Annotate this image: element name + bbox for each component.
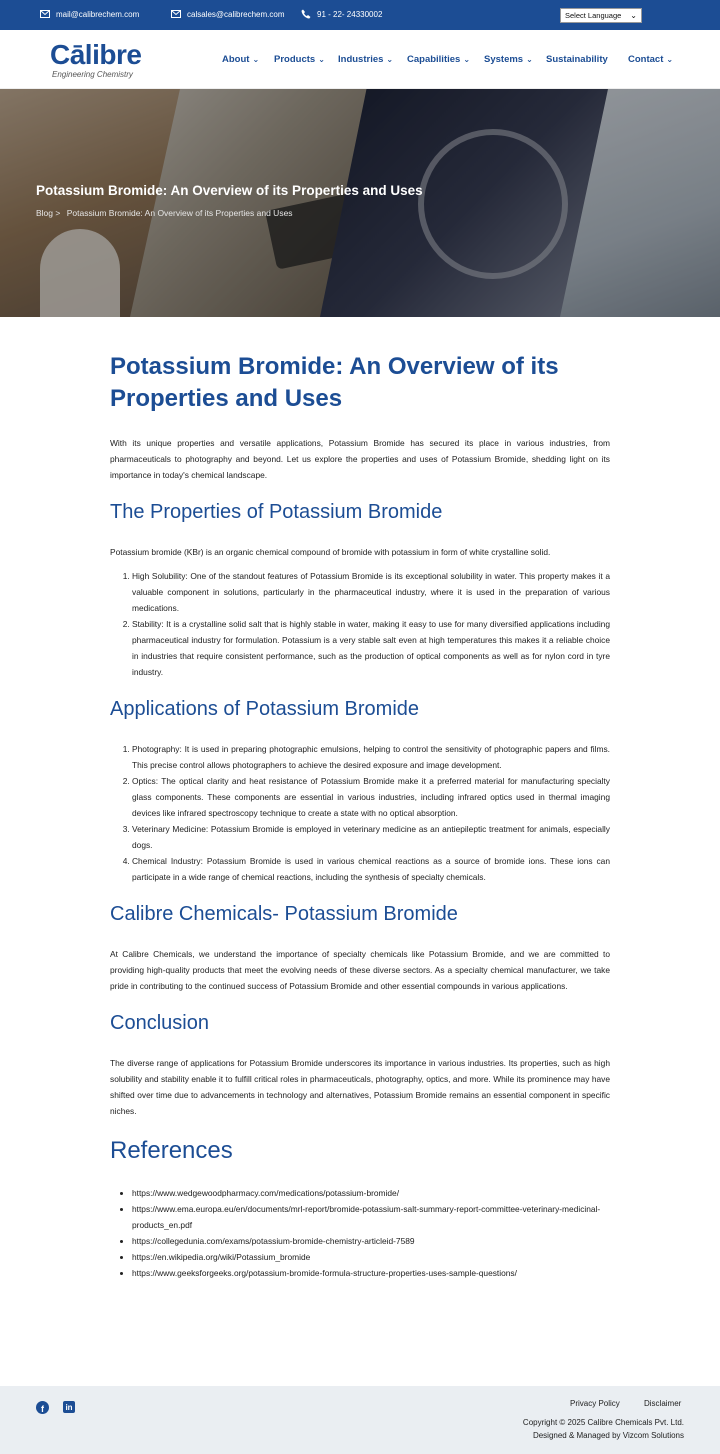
copyright-text: Copyright © 2025 Calibre Chemicals Pvt. Ltd. [522,1418,684,1427]
reference-link[interactable]: • https://collegedunia.com/exams/potassium-bromide-chemistry-articleid-7589 [132,1233,610,1249]
linkedin-icon[interactable]: in [63,1401,75,1413]
article-content [110,317,610,1281]
phone-link[interactable] [301,9,382,19]
nav-products-label: Products [274,54,316,65]
nav-capabilities[interactable] [407,54,470,65]
mail-icon [171,9,181,19]
mail-icon [40,9,50,19]
article-intro: With its unique properties and versatile applications, Potassium Bromide has secured its place in various industries, from pharmaceuticals to photography and beyond. Let us explore the properties and uses of Potassium Bromide, shedding light on its importance in today's chemical landscape. [110,438,610,480]
credit-text: Designed & Managed by Vizcom Solutions [532,1431,684,1440]
applications-heading: Applications of Potassium Bromide [110,698,420,720]
references-list [132,1185,610,1281]
nav-about-label: About [222,54,250,65]
list-item: 3. Veterinary Medicine: Potassium Bromide is employed in veterinary medicine as an antiepileptic treatment for animals, especially dogs. [132,821,610,853]
chevron-down-icon: ⌄ [252,55,260,64]
logo-tagline: Engineering Chemistry [52,70,133,79]
nav-industries-label: Industries [338,54,384,65]
list-item: 4. Chemical Industry: Potassium Bromide is used in various chemical reactions as a source of bromide ions. These ions can participate in a wide range of chemical reactions, including the synthesis of specialty chemicals. [132,853,610,885]
calibre-heading: Calibre Chemicals- Potassium Bromide [110,903,458,925]
chevron-down-icon: ⌄ [526,55,533,64]
nav-contact[interactable] [628,54,673,65]
email-link-2[interactable] [171,9,285,19]
properties-heading: The Properties of Potassium Bromide [110,501,443,523]
chevron-down-icon: ⌄ [386,55,394,64]
language-select[interactable] [560,8,642,23]
breadcrumb-blog-link[interactable]: Blog [36,208,54,218]
properties-list [132,568,610,680]
reference-link[interactable]: • https://en.wikipedia.org/wiki/Potassium_bromide [132,1249,610,1265]
applications-list [132,741,610,885]
reference-link[interactable]: • https://www.wedgewoodpharmacy.com/medications/potassium-bromide/ [132,1185,610,1201]
calibre-text: At Calibre Chemicals, we understand the importance of specialty chemicals like Potassium Bromide, and we are committed to providing high-quality products that meet the evolving needs of these diverse sectors. As a specialty chemical manufacturer, we take pride in contributing to the continued success of Potassium Bromide and other essential compounds in various applications. [110,949,610,991]
email-1-text: mail@calibrechem.com [56,9,140,19]
hero-title: Potassium Bromide: An Overview of its Properties and Uses [36,183,423,198]
reference-link[interactable]: • https://www.ema.europa.eu/en/documents/mrl-report/bromide-potassium-salt-summary-report-committee-veterinary-medicinal-products_en.pdf [132,1201,610,1233]
language-select-label: Select Language [565,11,622,20]
conclusion-text: The diverse range of applications for Potassium Bromide underscores its importance in various industries. Its properties, such as high solubility and stability enable it to fulfill critical roles in pharmaceuticals, photography, optics, and more. While its prominence may have shifted over time due to advancements in technology and alternatives, Potassium Bromide remains an essential component in specific niches. [110,1058,610,1116]
email-link-1[interactable] [40,9,139,19]
hero-overlay [0,89,720,317]
chevron-down-icon: ⌄ [318,55,325,64]
chevron-down-icon: ⌄ [666,55,674,64]
breadcrumb-current: Potassium Bromide: An Overview of its Properties and Uses [66,208,293,218]
article-title: Potassium Bromide: An Overview of its Properties and Uses [110,353,559,412]
hero-banner [0,89,720,317]
top-bar [0,0,720,30]
site-header [0,30,720,89]
properties-intro: Potassium bromide (KBr) is an organic chemical compound of bromide with potassium in form of white crystalline solid. [110,547,551,557]
nav-systems-label: Systems [484,54,524,65]
disclaimer-link[interactable]: Disclaimer [644,1399,682,1408]
main-nav [0,54,720,68]
list-item: 1. High Solubility: One of the standout features of Potassium Bromide is its exceptional solubility in water. This property makes it a valuable component in solutions, particularly in the pharmaceutical industry, where it is used in the preparation of various medications. [132,568,610,616]
phone-text: 91 - 22- 24330002 [317,9,383,19]
nav-about[interactable] [222,54,259,65]
reference-link[interactable]: • https://www.geeksforgeeks.org/potassium-bromide-formula-structure-properties-uses-sample-questions/ [132,1265,610,1281]
list-item: 2. Optics: The optical clarity and heat resistance of Potassium Bromide make it a preferred material for manufacturing specialty glass components. These components are essential in various industries, including infrared optics used in thermal imaging devices like infrared spectroscopy technique to create a state with no optical absorption. [132,773,610,821]
nav-capabilities-label: Capabilities [407,54,461,65]
nav-contact-label: Contact [628,54,664,65]
nav-sustainability[interactable] [546,54,608,65]
email-2-text: calsales@calibrechem.com [187,9,285,19]
nav-systems[interactable] [484,54,533,65]
site-footer [0,1386,720,1454]
references-heading: References [110,1137,233,1164]
breadcrumb-separator: > [55,208,61,218]
chevron-down-icon: ⌄ [463,55,471,64]
nav-products[interactable] [274,54,325,65]
breadcrumb [36,208,297,218]
privacy-policy-link[interactable]: Privacy Policy [570,1399,620,1408]
list-item: 2. Stability: It is a crystalline solid salt that is highly stable in water, making it easy to use for many diversified applications including pharmaceutical industry for formulation. Potassium is a very stable salt even at high temperatures this makes it a reliable choice in industries that require consistent performance, such as the production of optical components as well as for nylon cord in tyre industry. [132,616,610,680]
logo-wordmark: Cālibre [50,39,142,70]
conclusion-heading: Conclusion [110,1012,209,1034]
phone-icon [301,9,311,19]
facebook-icon[interactable]: f [36,1401,49,1414]
list-item: 1. Photography: It is used in preparing photographic emulsions, helping to control the sensitivity of photographic papers and films. This precise control allows photographers to achieve the desired exposure and image development. [132,741,610,773]
chevron-down-icon: ⌄ [630,11,637,20]
nav-sustainability-label: Sustainability [546,54,608,65]
nav-industries[interactable] [338,54,393,65]
